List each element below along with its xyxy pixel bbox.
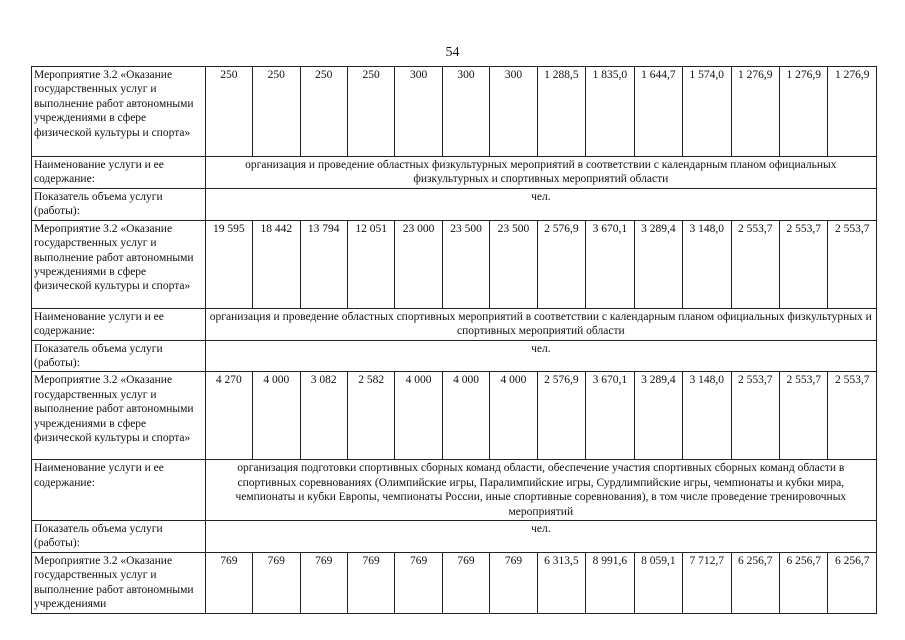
value-cell: 13 794 [300, 220, 347, 308]
table-row [32, 340, 877, 372]
value-cell: 6 313,5 [537, 552, 585, 613]
value-cell: 250 [300, 67, 347, 157]
indicator-unit: чел. [205, 340, 876, 372]
value-cell: 4 000 [253, 372, 300, 460]
value-cell: 769 [253, 552, 300, 613]
value-cell: 6 256,7 [731, 552, 779, 613]
event-label: Мероприятие 3.2 «Оказание государственных услуг и выполнение работ автономными учреждениями в сфере физической культуры и спорта» [32, 67, 206, 157]
program-table [31, 66, 877, 614]
value-cell: 769 [490, 552, 537, 613]
service-label: Наименование услуги и ее содержание: [32, 308, 206, 340]
table-row [32, 189, 877, 221]
service-description: организация и проведение областных спортивных мероприятий в соответствии с календарным планом официальных физкультурных и спортивных мероприятий области [205, 308, 876, 340]
value-cell: 18 442 [253, 220, 300, 308]
value-cell: 1 644,7 [634, 67, 682, 157]
value-cell: 7 712,7 [683, 552, 731, 613]
table-row [32, 460, 877, 521]
value-cell: 4 000 [395, 372, 442, 460]
value-cell: 4 000 [490, 372, 537, 460]
value-cell: 2 553,7 [731, 220, 779, 308]
value-cell: 1 288,5 [537, 67, 585, 157]
value-cell: 23 000 [395, 220, 442, 308]
value-cell: 3 148,0 [683, 220, 731, 308]
indicator-unit: чел. [205, 521, 876, 553]
value-cell: 1 276,9 [779, 67, 827, 157]
page-number: 54 [445, 45, 460, 60]
table-row [32, 308, 877, 340]
value-cell: 1 835,0 [586, 67, 634, 157]
value-cell: 3 670,1 [586, 220, 634, 308]
table-row [32, 67, 877, 157]
value-cell: 250 [347, 67, 394, 157]
value-cell: 2 553,7 [828, 220, 877, 308]
service-description: организация подготовки спортивных сборных команд области, обеспечение участия спортивных сборных команд области в спортивных соревнованиях (Олимпийские игры, Паралимпийские игры, Сурдлимпийские игры, чемпионаты и кубки мира, чемпионаты и кубки Европы, чемпионаты России, иные спортивные соревнования), в том числе проведение тренировочных мероприятий [205, 460, 876, 521]
table-row [32, 157, 877, 189]
value-cell: 769 [395, 552, 442, 613]
value-cell: 1 276,9 [828, 67, 877, 157]
value-cell: 769 [300, 552, 347, 613]
value-cell: 3 082 [300, 372, 347, 460]
table-row [32, 372, 877, 460]
indicator-label: Показатель объема услуги (работы): [32, 521, 206, 553]
indicator-label: Показатель объема услуги (работы): [32, 189, 206, 221]
value-cell: 1 276,9 [731, 67, 779, 157]
service-label: Наименование услуги и ее содержание: [32, 157, 206, 189]
value-cell: 2 576,9 [537, 220, 585, 308]
event-label: Мероприятие 3.2 «Оказание государственных услуг и выполнение работ автономными учреждениями в сфере физической культуры и спорта» [32, 220, 206, 308]
value-cell: 23 500 [442, 220, 489, 308]
value-cell: 19 595 [205, 220, 252, 308]
value-cell: 23 500 [490, 220, 537, 308]
table-row [32, 521, 877, 553]
value-cell: 2 553,7 [731, 372, 779, 460]
value-cell: 3 289,4 [634, 372, 682, 460]
service-description: организация и проведение областных физкультурных мероприятий в соответствии с календарным планом официальных физкультурных и спортивных мероприятий области [205, 157, 876, 189]
value-cell: 2 576,9 [537, 372, 585, 460]
value-cell: 300 [395, 67, 442, 157]
value-cell: 12 051 [347, 220, 394, 308]
value-cell: 250 [253, 67, 300, 157]
event-label: Мероприятие 3.2 «Оказание государственных услуг и выполнение работ автономными учреждениями в сфере физической культуры и спорта» [32, 372, 206, 460]
value-cell: 3 289,4 [634, 220, 682, 308]
indicator-unit: чел. [205, 189, 876, 221]
value-cell: 4 270 [205, 372, 252, 460]
value-cell: 769 [205, 552, 252, 613]
value-cell: 2 582 [347, 372, 394, 460]
value-cell: 769 [347, 552, 394, 613]
value-cell: 3 670,1 [586, 372, 634, 460]
value-cell: 769 [442, 552, 489, 613]
value-cell: 4 000 [442, 372, 489, 460]
event-label: Мероприятие 3.2 «Оказание государственных услуг и выполнение работ автономными учреждениями [32, 552, 206, 613]
value-cell: 300 [442, 67, 489, 157]
value-cell: 300 [490, 67, 537, 157]
value-cell: 6 256,7 [779, 552, 827, 613]
value-cell: 1 574,0 [683, 67, 731, 157]
value-cell: 3 148,0 [683, 372, 731, 460]
value-cell: 6 256,7 [828, 552, 877, 613]
table-row [32, 552, 877, 613]
table-row [32, 220, 877, 308]
value-cell: 2 553,7 [779, 372, 827, 460]
value-cell: 2 553,7 [779, 220, 827, 308]
service-label: Наименование услуги и ее содержание: [32, 460, 206, 521]
value-cell: 8 059,1 [634, 552, 682, 613]
value-cell: 250 [205, 67, 252, 157]
indicator-label: Показатель объема услуги (работы): [32, 340, 206, 372]
value-cell: 2 553,7 [828, 372, 877, 460]
value-cell: 8 991,6 [586, 552, 634, 613]
